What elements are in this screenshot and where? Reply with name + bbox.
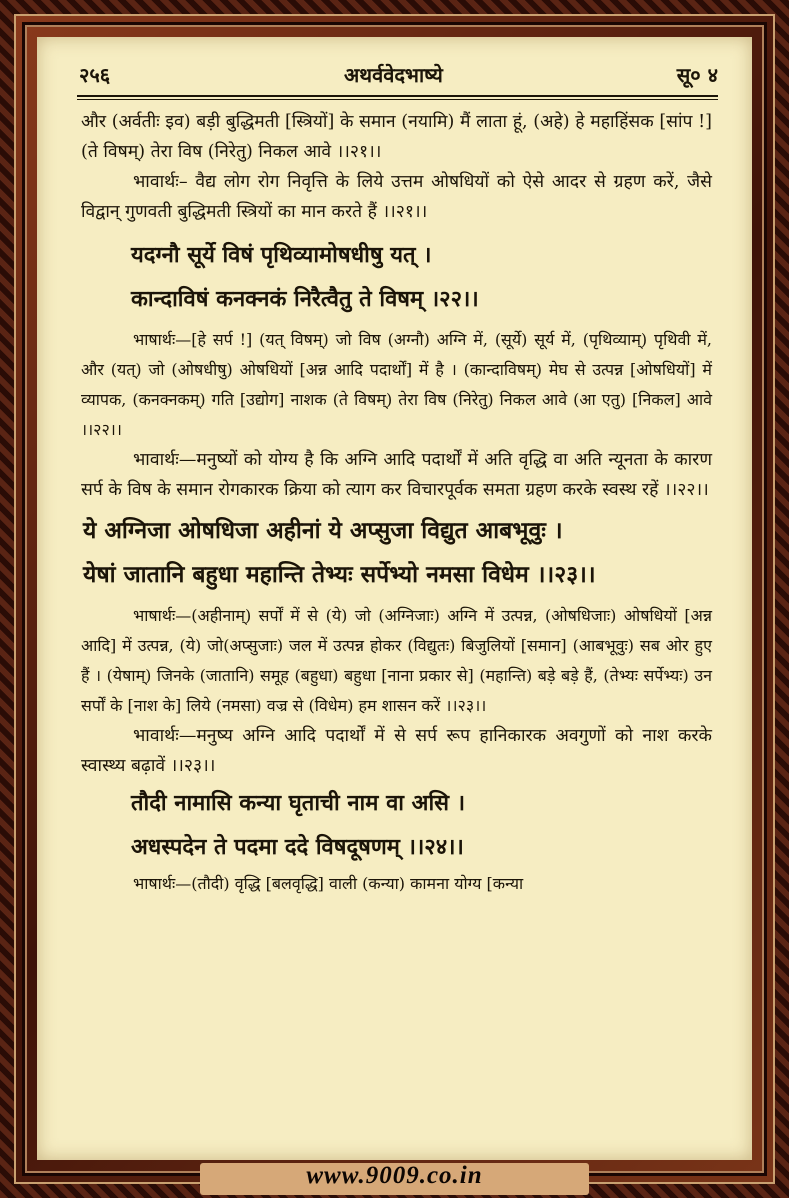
mantra-line: येषां जातानि बहुधा महान्ति तेभ्यः सर्पेभ्यो नमसा विधेम ।।२३।।	[83, 561, 596, 588]
page-title: अथर्ववेदभाष्ये	[344, 62, 443, 87]
meaning-paragraph: भावार्थः—मनुष्य अग्नि आदि पदार्थों में से सर्प रूप हानिकारक अवगुणों को नाश करके स्वास्थ्य बढ़ावें ।।२३।।	[81, 726, 712, 776]
header-rule	[77, 95, 718, 97]
header-rule-thin	[77, 99, 718, 100]
meaning-paragraph: भावार्थः—मनुष्यों को योग्य है कि अग्नि आदि पदार्थों में अति वृद्धि वा अति न्यूनता के कारण सर्प के विष के समान रोगकारक क्रिया को त्याग कर विचारपूर्वक समता ग्रहण करके स्वस्थ रहें ।।२२।।	[81, 450, 712, 500]
mantra-line: यदग्नौ सूर्ये विषं पृथिव्यामोषधीषु यत् ।	[131, 242, 432, 268]
page-content	[81, 107, 712, 899]
mantra-line: अधस्पदेन ते पदमा ददे विषदूषणम् ।।२४।।	[131, 834, 464, 860]
meaning-paragraph: भावार्थः– वैद्य लोग रोग निवृत्ति के लिये उत्तम ओषधियों को ऐसे आदर से ग्रहण करें, जैसे विद्वान् गुणवती बुद्धिमती स्त्रियों का मान करते हैं ।।२१।।	[81, 172, 712, 222]
page-header	[79, 57, 718, 91]
website-link[interactable]: www.9009.co.in	[306, 1162, 483, 1189]
mantra-line: ये अग्निजा ओषधिजा अहीनां ये अप्सुजा विद्युत आबभूवुः ।	[83, 517, 563, 544]
sukta-number: सू० ४	[676, 62, 718, 87]
mantra-line: कान्दाविषं कनक्नकं निरैत्वैतु ते विषम् ।२२।।	[131, 286, 479, 312]
translation-paragraph: भाषार्थः—(अहीनाम्) सर्पों में से (ये) जो (अग्निजाः) अग्नि में उत्पन्न, (ओषधिजाः) ओषधियों [अन्न आदि] में उत्पन्न, (ये) जो(अप्सुजाः) जल में उत्पन्न होकर (विद्युतः) बिजुलियों [समान] (आबभूवुः) सब ओर हुए हैं । (येषाम्) जिनके (जातानि) समूह (बहुधा) बहुधा [नाना प्रकार से] (महान्ति) बड़े बड़े हैं, (तेभ्यः सर्पेभ्यः) उन सर्पों के [नाश के] लिये (नमसा) वज्र से (विधेम) हम शासन करें ।।२३।।	[81, 606, 712, 715]
page-number: २५६	[79, 62, 111, 87]
scripture-page	[37, 37, 752, 1160]
translation-paragraph: और (अर्वतीः इव) बड़ी बुद्धिमती [स्त्रियों] के समान (नयामि) मैं लाता हूं, (अहे) हे महाहिंसक [सांप !] (ते विषम्) तेरा विष (निरेतु) निकल आवे ।।२१।।	[81, 112, 712, 162]
mantra-line: तौदी नामासि कन्या घृताची नाम वा असि ।	[131, 790, 466, 816]
translation-paragraph: भाषार्थः—(तौदी) वृद्धि [बलवृद्धि] वाली (कन्या) कामना योग्य [कन्या	[133, 874, 524, 893]
translation-paragraph: भाषार्थः—[हे सर्प !] (यत् विषम्) जो विष (अग्नौ) अग्नि में, (सूर्ये) सूर्य में, (पृथिव्याम्) पृथिवी में, और (यत्) जो (ओषधीषु) ओषधियों [अन्न आदि पदार्थों] में है । (कान्दाविषम्) मेघ से उत्पन्न [ओषधियों] में व्यापक, (कनक्नकम्) गति [उद्योग] नाशक (ते विषम्) तेरा विष (निरेतु) निकल आवे (आ एतु) [निकल] आवे ।।२२।।	[81, 330, 712, 439]
